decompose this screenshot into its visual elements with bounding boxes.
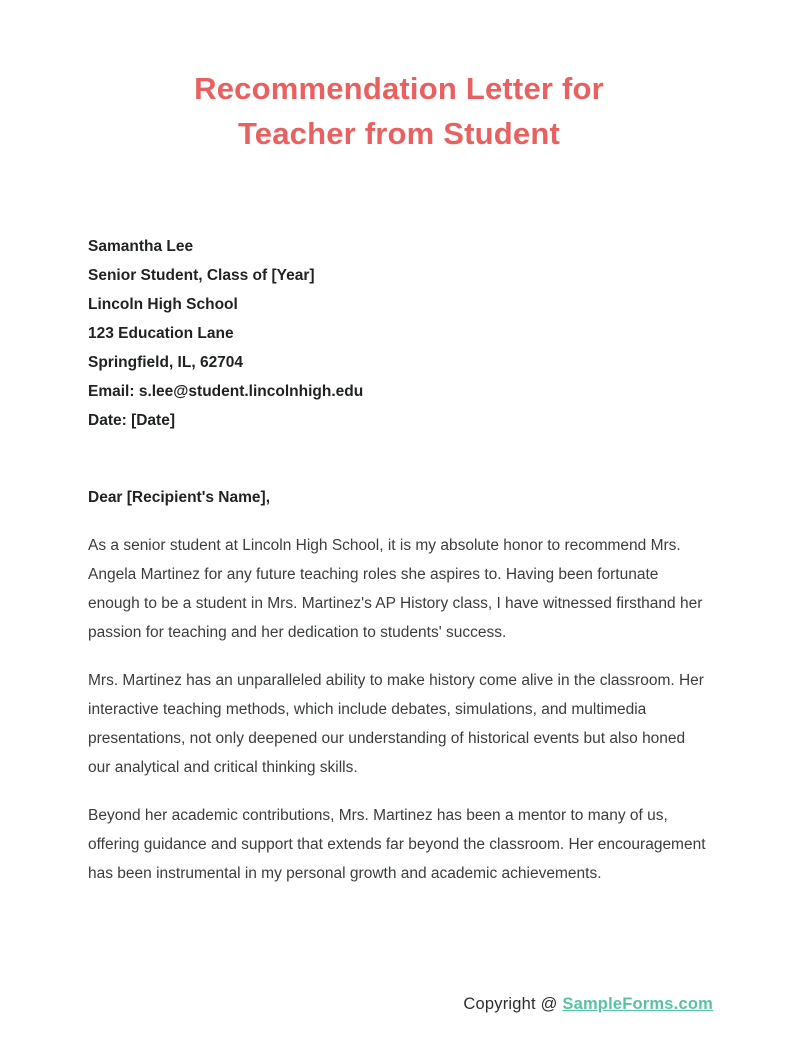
sender-school: Lincoln High School: [88, 296, 238, 313]
sender-role: Senior Student, Class of [Year]: [88, 267, 315, 284]
sender-address: 123 Education Lane: [88, 325, 234, 342]
document-title: [0, 66, 798, 156]
body-paragraph: Mrs. Martinez has an unparalleled ability to make history come alive in the classroom. Her interactive teaching methods, which include debates, simulations, and multimedia presentations, not only deepened our understanding of historical events but also honed our analytical and critical thinking skills.: [88, 672, 704, 776]
sampleforms-link[interactable]: SampleForms.com: [562, 995, 713, 1013]
letter-date: Date: [Date]: [88, 412, 175, 429]
document-title-line2: Teacher from Student: [237, 116, 561, 151]
salutation: Dear [Recipient's Name],: [88, 489, 270, 506]
letter-body: [88, 232, 710, 888]
copyright-text: Copyright @: [463, 995, 558, 1013]
sender-block: [88, 232, 710, 435]
body-paragraph: Beyond her academic contributions, Mrs. Martinez has been a mentor to many of us, offering guidance and support that extends far beyond the classroom. Her encouragement has been instrumental in my personal growth and academic achievements.: [88, 807, 706, 882]
sender-city-state-zip: Springfield, IL, 62704: [88, 354, 244, 371]
sender-name: Samantha Lee: [88, 238, 194, 255]
body-paragraph: As a senior student at Lincoln High School, it is my absolute honor to recommend Mrs. Angela Martinez for any future teaching roles she aspires to. Having been fortunate enough to be a student in Mrs. Martinez's AP History class, I have witnessed firsthand her passion for teaching and her dedication to students' success.: [88, 537, 703, 641]
document-title-line1: Recommendation Letter for: [194, 71, 604, 106]
footer: [463, 995, 713, 1014]
sender-email: Email: s.lee@student.lincolnhigh.edu: [88, 383, 364, 400]
